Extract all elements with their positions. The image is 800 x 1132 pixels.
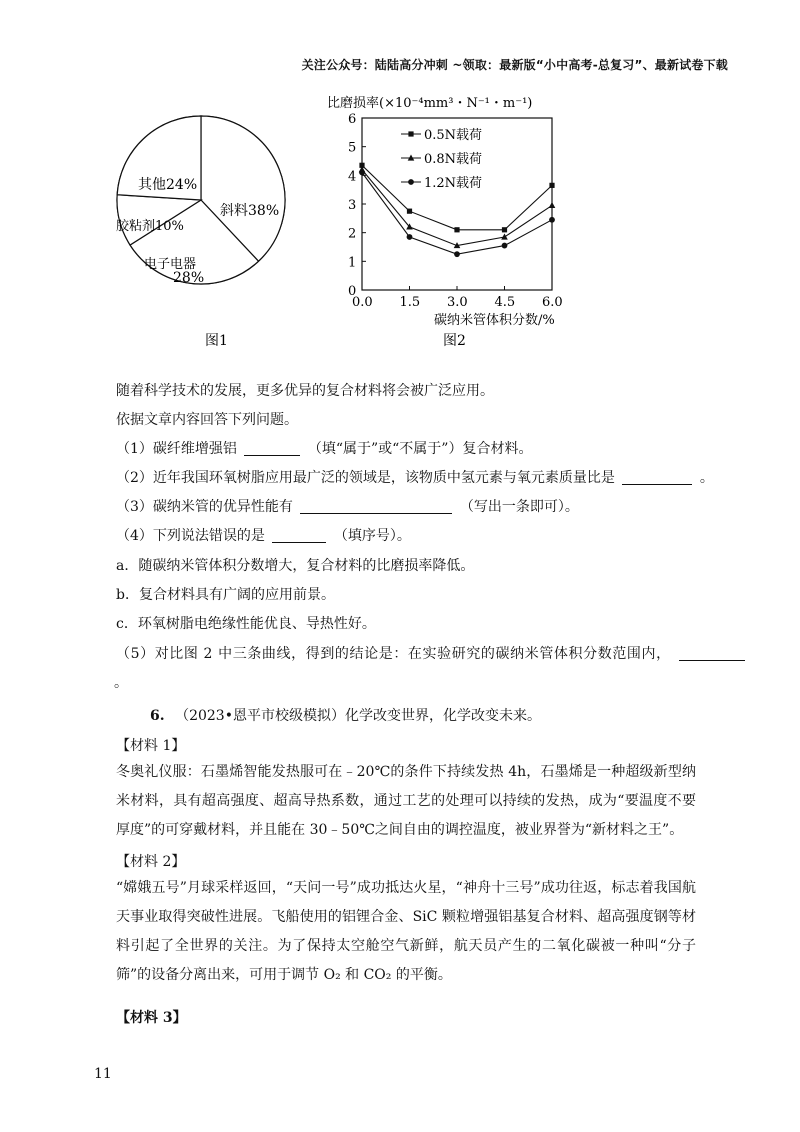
legend-label-3: 1.2N载荷: [424, 176, 483, 191]
chart-xlabel: 碳纳米管体积分数/%: [434, 313, 555, 328]
pie-label-jiaonianji: 胶粘剂10%: [116, 219, 184, 234]
series-1-point: [454, 227, 459, 232]
q4-text-b: （填序号）。: [333, 528, 411, 544]
q2-text-b: 。: [699, 470, 714, 486]
series-3-point: [359, 170, 365, 176]
series-1-point: [549, 183, 554, 188]
x-tick-label: 4.5: [494, 295, 516, 310]
figure2-caption: 图2: [443, 333, 466, 349]
x-tick-label: 1.5: [399, 295, 421, 310]
legend-label-1: 0.5N载荷: [424, 128, 483, 143]
series-1-point: [407, 209, 412, 214]
material-1-body: 冬奥礼仪服：石墨烯智能发热服可在﹣20℃的条件下持续发热 4h，石墨烯是一种超级新型纳米材料，具有超高强度、超高导热系数，通过工艺的处理可以持续的发热，成为“要温度不要厚度”的可穿戴材料，并且能在 30﹣50℃之间自由的调控温度，被业界誉为“新材料之王”。: [116, 764, 696, 838]
option-c: c．环氧树脂电绝缘性能优良、导热性好。: [116, 616, 376, 632]
q2-text-a: （2）近年我国环氧树脂应用最广泛的领域是，该物质中氢元素与氧元素质量比是: [116, 470, 615, 486]
q6-text: （2023•恩平市校级模拟）化学改变世界，化学改变未来。: [175, 708, 541, 724]
pie-label-qita: 其他24%: [138, 177, 198, 193]
question-5: [116, 643, 748, 663]
legend: [401, 127, 482, 191]
q3-text-b: （写出一条即可）。: [459, 499, 579, 515]
x-tick-label: 6.0: [542, 295, 563, 310]
series-3-point: [502, 243, 508, 249]
y-tick-label: 4: [348, 169, 357, 185]
material-3-title: 【材料 3】: [116, 1010, 187, 1026]
pie-label-dianzi-pct: 28%: [173, 270, 205, 286]
answer-blank-5[interactable]: [679, 646, 745, 661]
question-6: [150, 705, 541, 725]
pie-chart: [117, 116, 285, 284]
page-number: 11: [94, 1066, 112, 1082]
answer-blank-3[interactable]: [300, 499, 452, 514]
option-b: b．复合材料具有广阔的应用前景。: [116, 587, 335, 603]
answer-blank-1[interactable]: [244, 441, 300, 456]
question-3: [116, 496, 579, 516]
answer-blank-4[interactable]: [272, 528, 326, 543]
pie-label-xieliao: 斜料38%: [220, 203, 280, 219]
q1-text-a: （1）碳纤维增强铝: [116, 441, 237, 457]
question-4: [116, 525, 411, 545]
chart-ylabel: 比磨损率(×10⁻⁴mm³・N⁻¹・m⁻¹): [327, 96, 533, 111]
material-2-body: “嫦娥五号”月球采样返回，“天问一号”成功抵达火星，“神舟十三号”成功往返，标志着我国航天事业取得突破性进展。飞船使用的铝锂合金、SiC 颗粒增强铝基复合材料、超高强度钢等材料引起了全世界的关注。为了保持太空舱空气新鲜，航天员产生的二氧化碳被一种叫“分子筛”的设备分离出来，可用于调节 O₂ 和 CO₂ 的平衡。: [116, 880, 696, 983]
legend-marker-1: [408, 131, 413, 136]
series-1-point: [502, 227, 507, 232]
x-tick-label: 0.0: [352, 295, 373, 310]
text-line-1: 随着科学技术的发展，更多优异的复合材料将会被广泛应用。: [116, 383, 494, 399]
figures: [100, 88, 720, 358]
question-2: [116, 467, 714, 487]
y-tick-label: 3: [348, 198, 357, 213]
y-ticks: [348, 112, 366, 299]
x-tick-label: 3.0: [447, 295, 468, 310]
pie-label-dianzi: 电子电器: [144, 257, 197, 272]
option-a: a．随碳纳米管体积分数增大，复合材料的比磨损率降低。: [116, 558, 475, 574]
series-2-point: [549, 202, 556, 208]
legend-label-2: 0.8N载荷: [424, 152, 483, 167]
text-line-2: 依据文章内容回答下列问题。: [116, 412, 298, 428]
figure1-caption: 图1: [205, 333, 228, 349]
y-tick-label: 1: [348, 255, 357, 271]
q1-text-b: （填“属于”或“不属于”）复合材料。: [307, 441, 533, 457]
material-2-title: 【材料 2】: [116, 854, 186, 870]
series-2-point: [501, 233, 508, 239]
y-tick-label: 6: [348, 112, 357, 127]
y-tick-label: 5: [348, 140, 357, 156]
q6-number: 6.: [150, 708, 165, 724]
q5-text-a: （5）对比图 2 中三条曲线，得到的结论是：在实验研究的碳纳米管体积分数范围内，: [116, 646, 671, 662]
answer-blank-2[interactable]: [622, 470, 692, 485]
y-tick-label: 0: [348, 284, 357, 299]
page-header: 关注公众号：陆陆高分冲刺 ~领取：最新版“小中高考-总复习”、最新试卷下载: [301, 58, 728, 72]
q4-text-a: （4）下列说法错误的是: [116, 528, 265, 544]
question-1: [116, 438, 532, 458]
series-3-point: [549, 217, 555, 223]
series-3-point: [407, 234, 413, 240]
series-line-1: [362, 165, 552, 230]
y-tick-label: 2: [348, 226, 357, 242]
material-1-title: 【材料 1】: [116, 738, 186, 754]
series-3-point: [454, 251, 460, 257]
q3-text-a: （3）碳纳米管的优异性能有: [116, 499, 293, 515]
q5-text-b: 。: [114, 675, 128, 691]
legend-marker-3: [408, 179, 414, 185]
